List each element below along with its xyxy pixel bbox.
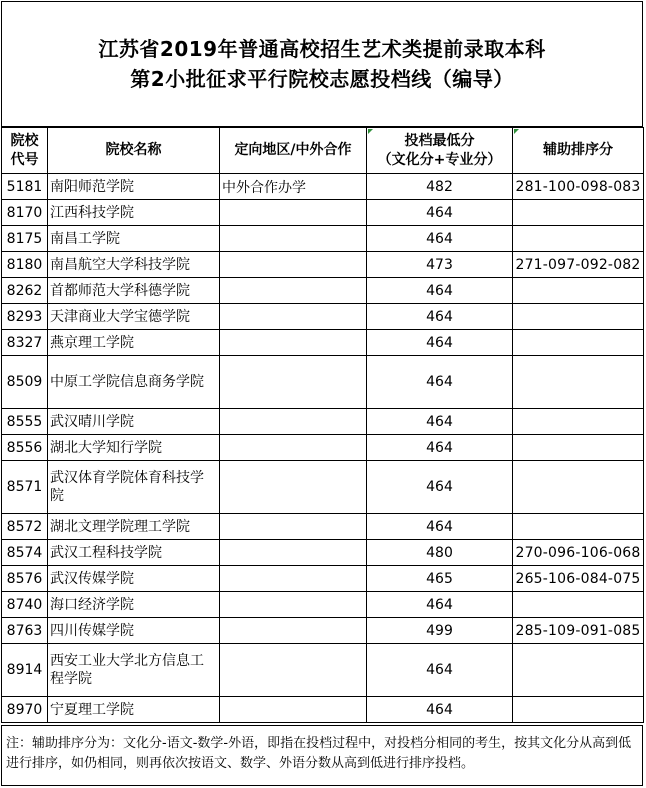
table-row	[2, 697, 644, 723]
cell-score: 464	[367, 644, 513, 697]
cell-score: 464	[367, 226, 513, 252]
header-row	[2, 128, 644, 174]
table-row	[2, 566, 644, 592]
table-row	[2, 356, 644, 409]
header-aux	[513, 128, 644, 174]
table-row	[2, 252, 644, 278]
cell-name: 四川传媒学院	[48, 618, 220, 644]
cell-aux	[513, 435, 644, 461]
cell-score: 464	[367, 514, 513, 540]
cell-aux	[513, 514, 644, 540]
table-row	[2, 435, 644, 461]
cell-name: 武汉晴川学院	[48, 409, 220, 435]
table-row	[2, 409, 644, 435]
cell-aux	[513, 278, 644, 304]
title-line-2: 第2小批征求平行院校志愿投档线（编导）	[130, 67, 514, 91]
table-row	[2, 174, 644, 200]
cell-aux: 285-109-091-085	[513, 618, 644, 644]
table-row	[2, 644, 644, 697]
cell-region	[220, 461, 367, 514]
cell-region	[220, 592, 367, 618]
cell-region	[220, 644, 367, 697]
cell-name: 湖北文理学院理工学院	[48, 514, 220, 540]
cell-aux: 271-097-092-082	[513, 252, 644, 278]
cell-aux	[513, 461, 644, 514]
cell-name: 湖北大学知行学院	[48, 435, 220, 461]
cell-marker-icon	[514, 129, 519, 134]
cell-score: 464	[367, 304, 513, 330]
cell-region	[220, 330, 367, 356]
cell-code: 8262	[2, 278, 48, 304]
header-region: 定向地区/中外合作	[220, 128, 367, 174]
header-aux-label: 辅助排序分	[543, 142, 613, 158]
table-row	[2, 592, 644, 618]
cell-score: 473	[367, 252, 513, 278]
cell-aux	[513, 644, 644, 697]
cell-score: 464	[367, 356, 513, 409]
table-row	[2, 461, 644, 514]
cell-aux	[513, 200, 644, 226]
cell-name: 首都师范大学科德学院	[48, 278, 220, 304]
table-row	[2, 514, 644, 540]
table-row	[2, 330, 644, 356]
cell-score: 499	[367, 618, 513, 644]
cell-region	[220, 514, 367, 540]
cell-aux	[513, 356, 644, 409]
cell-name: 海口经济学院	[48, 592, 220, 618]
cell-name: 江西科技学院	[48, 200, 220, 226]
cell-score: 464	[367, 592, 513, 618]
cell-code: 8914	[2, 644, 48, 697]
cell-code: 8970	[2, 697, 48, 723]
cell-region	[220, 226, 367, 252]
table-row	[2, 304, 644, 330]
table-row	[2, 618, 644, 644]
cell-region	[220, 278, 367, 304]
cell-code: 8763	[2, 618, 48, 644]
cell-region	[220, 356, 367, 409]
cell-aux: 270-096-106-068	[513, 540, 644, 566]
footnote: 注：辅助排序分为：文化分-语文-数学-外语，即指在投档过程中，对投档分相同的考生，按其文化分从高到低进行排序，如仍相同，则再依次按语文、数学、外语分数从高到低进行排序投档。	[1, 725, 643, 786]
cell-score: 464	[367, 330, 513, 356]
cell-code: 8576	[2, 566, 48, 592]
header-name: 院校名称	[48, 128, 220, 174]
cell-aux	[513, 592, 644, 618]
cell-name: 武汉工程科技学院	[48, 540, 220, 566]
cell-name: 南昌航空大学科技学院	[48, 252, 220, 278]
cell-score: 480	[367, 540, 513, 566]
title-line-1: 江苏省2019年普通高校招生艺术类提前录取本科	[98, 37, 546, 61]
cell-code: 8327	[2, 330, 48, 356]
cell-score: 464	[367, 461, 513, 514]
cell-code: 8572	[2, 514, 48, 540]
cell-region: 中外合作办学	[220, 174, 367, 200]
cell-name: 西安工业大学北方信息工程学院	[48, 644, 220, 697]
cell-name: 天津商业大学宝德学院	[48, 304, 220, 330]
cell-code: 8293	[2, 304, 48, 330]
header-code-line-1: 院校	[10, 132, 39, 149]
cell-code: 8175	[2, 226, 48, 252]
cell-code: 8571	[2, 461, 48, 514]
cell-region	[220, 409, 367, 435]
header-score	[367, 128, 513, 174]
cell-aux	[513, 330, 644, 356]
cell-score: 464	[367, 278, 513, 304]
cell-region	[220, 618, 367, 644]
cell-name: 燕京理工学院	[48, 330, 220, 356]
cell-aux: 281-100-098-083	[513, 174, 644, 200]
cell-score: 464	[367, 435, 513, 461]
table-row	[2, 278, 644, 304]
table-row	[2, 540, 644, 566]
table-row	[2, 226, 644, 252]
page-title	[1, 1, 643, 127]
cell-score: 464	[367, 697, 513, 723]
cell-aux	[513, 304, 644, 330]
cell-region	[220, 252, 367, 278]
cell-aux: 265-106-084-075	[513, 566, 644, 592]
header-code-line-2: 代号	[10, 151, 39, 168]
cell-score: 464	[367, 409, 513, 435]
header-score-line-1: 投档最低分	[404, 132, 475, 149]
cell-name: 宁夏理工学院	[48, 697, 220, 723]
header-code	[2, 128, 48, 174]
cell-code: 8180	[2, 252, 48, 278]
cell-name: 武汉体育学院体育科技学院	[48, 461, 220, 514]
cell-region	[220, 304, 367, 330]
cell-name: 南昌工学院	[48, 226, 220, 252]
cell-region	[220, 697, 367, 723]
cell-region	[220, 435, 367, 461]
cell-aux	[513, 697, 644, 723]
cell-region	[220, 540, 367, 566]
table-row	[2, 200, 644, 226]
cell-code: 8740	[2, 592, 48, 618]
cell-code: 8509	[2, 356, 48, 409]
cell-region	[220, 200, 367, 226]
score-table	[1, 127, 644, 723]
cell-region	[220, 566, 367, 592]
cell-score: 465	[367, 566, 513, 592]
cell-code: 8170	[2, 200, 48, 226]
cell-code: 8556	[2, 435, 48, 461]
cell-score: 482	[367, 174, 513, 200]
cell-name: 中原工学院信息商务学院	[48, 356, 220, 409]
cell-aux	[513, 409, 644, 435]
cell-code: 8555	[2, 409, 48, 435]
cell-name: 南阳师范学院	[48, 174, 220, 200]
cell-name: 武汉传媒学院	[48, 566, 220, 592]
cell-marker-icon	[368, 129, 373, 134]
header-score-line-2: （文化分+专业分）	[377, 151, 502, 168]
cell-code: 5181	[2, 174, 48, 200]
cell-aux	[513, 226, 644, 252]
cell-score: 464	[367, 200, 513, 226]
cell-code: 8574	[2, 540, 48, 566]
